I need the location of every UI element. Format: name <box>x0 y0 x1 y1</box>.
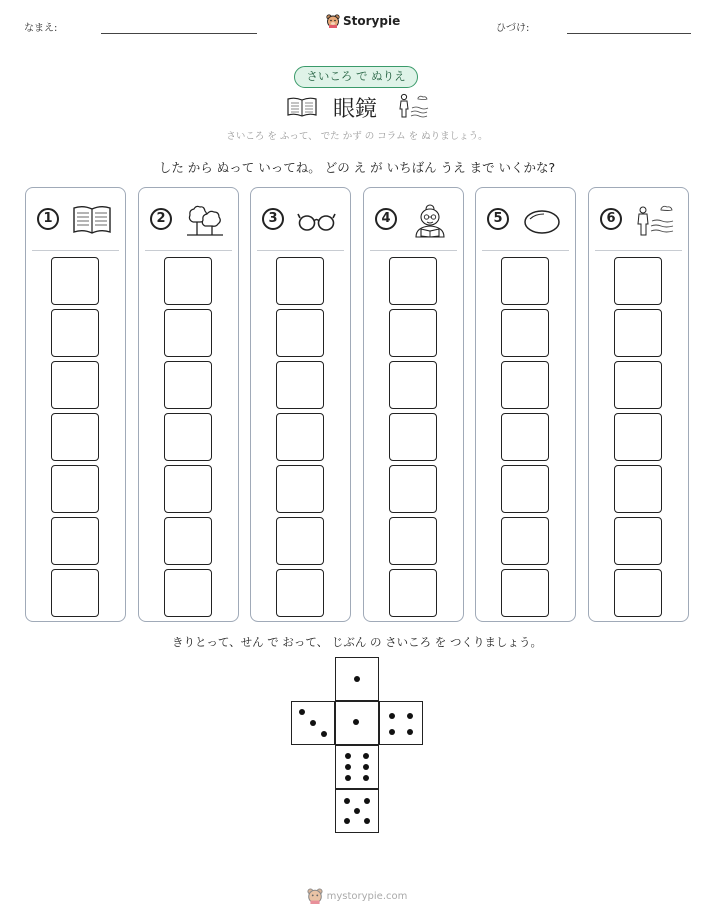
pip <box>363 764 369 770</box>
color-square[interactable] <box>276 257 324 305</box>
pip <box>344 818 350 824</box>
column-divider <box>595 250 682 251</box>
pip <box>345 764 351 770</box>
column-header <box>139 200 238 240</box>
color-square[interactable] <box>164 309 212 357</box>
pip <box>407 729 413 735</box>
color-square[interactable] <box>276 569 324 617</box>
trees-icon <box>185 202 225 238</box>
pip <box>389 729 395 735</box>
lens-icon <box>522 202 562 238</box>
pip <box>321 731 327 737</box>
brand-logo <box>326 14 400 28</box>
color-square[interactable] <box>389 465 437 513</box>
column-header <box>26 200 125 240</box>
column-5 <box>475 187 576 622</box>
pip <box>345 753 351 759</box>
pip <box>389 713 395 719</box>
color-square[interactable] <box>276 517 324 565</box>
pip <box>363 775 369 781</box>
coloring-instruction: した から ぬって いってね。 どの え が いちばん うえ まで いくかな? <box>158 160 556 175</box>
column-number: 5 <box>487 208 509 230</box>
die-face-1-center <box>335 701 379 745</box>
pip <box>353 719 359 725</box>
color-square[interactable] <box>501 257 549 305</box>
color-square[interactable] <box>614 361 662 409</box>
color-square[interactable] <box>51 569 99 617</box>
column-header <box>251 200 350 240</box>
bear-mascot-icon <box>326 14 340 28</box>
color-square[interactable] <box>614 569 662 617</box>
name-line[interactable] <box>101 33 257 34</box>
color-square[interactable] <box>614 309 662 357</box>
color-square[interactable] <box>164 413 212 461</box>
pip <box>344 798 350 804</box>
grandmother-reading-icon <box>410 202 450 238</box>
column-header <box>364 200 463 240</box>
color-square[interactable] <box>614 257 662 305</box>
column-divider <box>482 250 569 251</box>
subtitle-instruction: さいころ を ふって、 でた かず の コラム を ぬりましょう。 <box>226 131 488 142</box>
color-square[interactable] <box>276 361 324 409</box>
color-square[interactable] <box>276 413 324 461</box>
person-at-seaside-icon <box>396 92 430 120</box>
color-square[interactable] <box>501 517 549 565</box>
color-square[interactable] <box>51 361 99 409</box>
color-square[interactable] <box>501 465 549 513</box>
glasses-icon <box>297 202 337 238</box>
name-label: なまえ: <box>24 23 58 34</box>
column-1 <box>25 187 126 622</box>
pip <box>364 818 370 824</box>
color-square[interactable] <box>389 309 437 357</box>
pip <box>345 775 351 781</box>
color-square[interactable] <box>614 465 662 513</box>
open-book-icon <box>72 202 112 238</box>
color-square[interactable] <box>164 465 212 513</box>
color-square[interactable] <box>164 361 212 409</box>
color-square[interactable] <box>501 569 549 617</box>
color-square[interactable] <box>389 517 437 565</box>
color-square[interactable] <box>614 413 662 461</box>
color-square[interactable] <box>501 361 549 409</box>
worksheet-type-pill: さいころ で ぬりえ <box>294 66 418 88</box>
die-face-4 <box>379 701 423 745</box>
column-divider <box>32 250 119 251</box>
column-4 <box>363 187 464 622</box>
column-header <box>476 200 575 240</box>
color-square[interactable] <box>276 309 324 357</box>
die-face-3 <box>291 701 335 745</box>
column-2 <box>138 187 239 622</box>
color-square[interactable] <box>164 257 212 305</box>
die-face-6 <box>335 745 379 789</box>
color-square[interactable] <box>276 465 324 513</box>
color-square[interactable] <box>389 569 437 617</box>
date-line[interactable] <box>567 33 691 34</box>
person-at-seaside-icon <box>635 202 675 238</box>
die-face-5 <box>335 789 379 833</box>
pip <box>407 713 413 719</box>
cut-fold-instruction: きりとって、せん で おって、 じぶん の さいころ を つくりましょう。 <box>172 635 542 649</box>
open-book-icon <box>286 96 318 118</box>
pip <box>299 709 305 715</box>
column-number: 2 <box>150 208 172 230</box>
color-square[interactable] <box>51 257 99 305</box>
column-3 <box>250 187 351 622</box>
color-square[interactable] <box>501 309 549 357</box>
color-square[interactable] <box>51 465 99 513</box>
page-title: 眼鏡 <box>333 97 378 122</box>
footer <box>0 888 714 904</box>
column-divider <box>145 250 232 251</box>
date-label: ひづけ: <box>496 23 530 34</box>
column-number: 4 <box>375 208 397 230</box>
die-face-1 <box>335 657 379 701</box>
column-number: 1 <box>37 208 59 230</box>
color-square[interactable] <box>51 517 99 565</box>
pip <box>364 798 370 804</box>
title-row <box>286 92 431 120</box>
column-header <box>589 200 688 240</box>
color-square[interactable] <box>164 569 212 617</box>
column-number: 3 <box>262 208 284 230</box>
bear-mascot-icon <box>307 888 323 904</box>
footer-website[interactable]: mystorypie.com <box>326 890 408 902</box>
color-square[interactable] <box>389 413 437 461</box>
pip <box>310 720 316 726</box>
color-square[interactable] <box>51 413 99 461</box>
color-square[interactable] <box>501 413 549 461</box>
color-square[interactable] <box>164 517 212 565</box>
color-square[interactable] <box>389 361 437 409</box>
pip <box>363 753 369 759</box>
pip <box>354 808 360 814</box>
pip <box>354 676 360 682</box>
color-square[interactable] <box>389 257 437 305</box>
column-divider <box>370 250 457 251</box>
color-square[interactable] <box>614 517 662 565</box>
color-square[interactable] <box>51 309 99 357</box>
column-divider <box>257 250 344 251</box>
column-number: 6 <box>600 208 622 230</box>
column-6 <box>588 187 689 622</box>
brand-name: Storypie <box>343 14 401 28</box>
